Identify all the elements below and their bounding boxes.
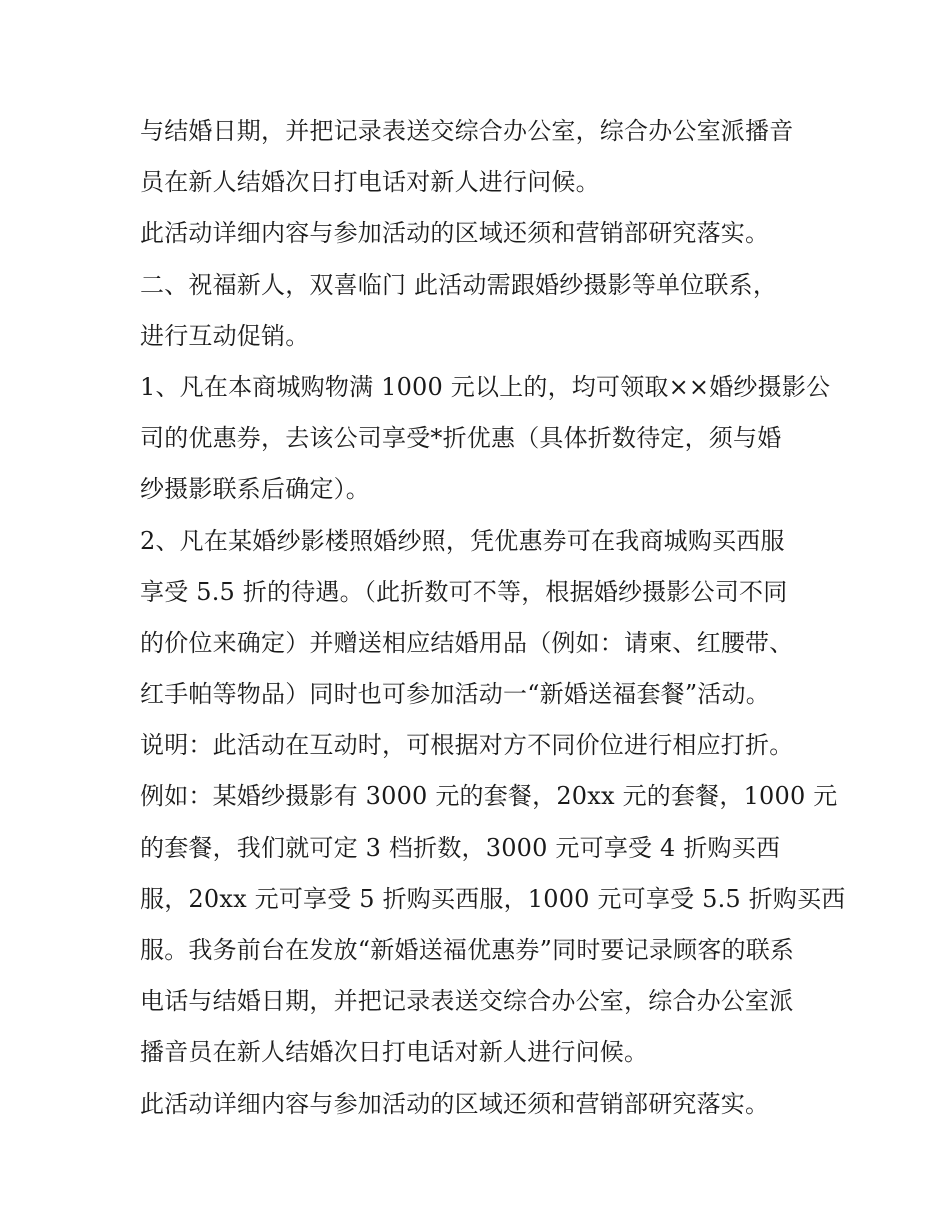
text-line: 司的优惠券，去该公司享受*折优惠（具体折数待定，须与婚 — [140, 424, 782, 453]
text-line: 播音员在新人结婚次日打电话对新人进行问候。 — [140, 1038, 649, 1067]
text-line: 服。我务前台在发放“新婚送福优惠券”同时要记录顾客的联系 — [140, 936, 795, 964]
text-line: 的价位来确定）并赠送相应结婚用品（例如：请柬、红腰带、 — [140, 628, 794, 657]
text-line: 员在新人结婚次日打电话对新人进行问候。 — [140, 168, 600, 197]
document-body — [140, 106, 846, 1130]
text-line: 2、凡在某婚纱影楼照婚纱照，凭优惠券可在我商城购买西服 — [140, 526, 785, 555]
text-line: 进行互动促销。 — [140, 321, 310, 350]
text-line: 二、祝福新人，双喜临门 此活动需跟婚纱摄影等单位联系， — [140, 270, 778, 299]
text-line: 此活动详细内容与参加活动的区域还须和营销部研究落实。 — [140, 1089, 770, 1118]
text-line: 电话与结婚日期，并把记录表送交综合办公室，综合办公室派 — [140, 987, 794, 1016]
text-line: 与结婚日期，并把记录表送交综合办公室，综合办公室派播音 — [140, 117, 794, 145]
text-line: 1、凡在本商城购物满 1000 元以上的，均可领取××婚纱摄影公 — [140, 372, 831, 401]
text-line: 此活动详细内容与参加活动的区域还须和营销部研究落实。 — [140, 219, 770, 248]
text-line: 服，20xx 元可享受 5 折购买西服，1000 元可享受 5.5 折购买西 — [140, 884, 846, 913]
text-line: 纱摄影联系后确定）。 — [140, 475, 370, 504]
text-line: 例如：某婚纱摄影有 3000 元的套餐，20xx 元的套餐，1000 元 — [140, 782, 838, 811]
text-line: 的套餐，我们就可定 3 档折数，3000 元可享受 4 折购买西 — [140, 833, 781, 862]
text-line: 享受 5.5 折的待遇。（此折数可不等，根据婚纱摄影公司不同 — [140, 577, 788, 606]
text-line: 说明：此活动在互动时，可根据对方不同价位进行相应打折。 — [140, 731, 794, 760]
text-line: 红手帕等物品）同时也可参加活动一“新婚送福套餐”活动。 — [140, 680, 770, 709]
